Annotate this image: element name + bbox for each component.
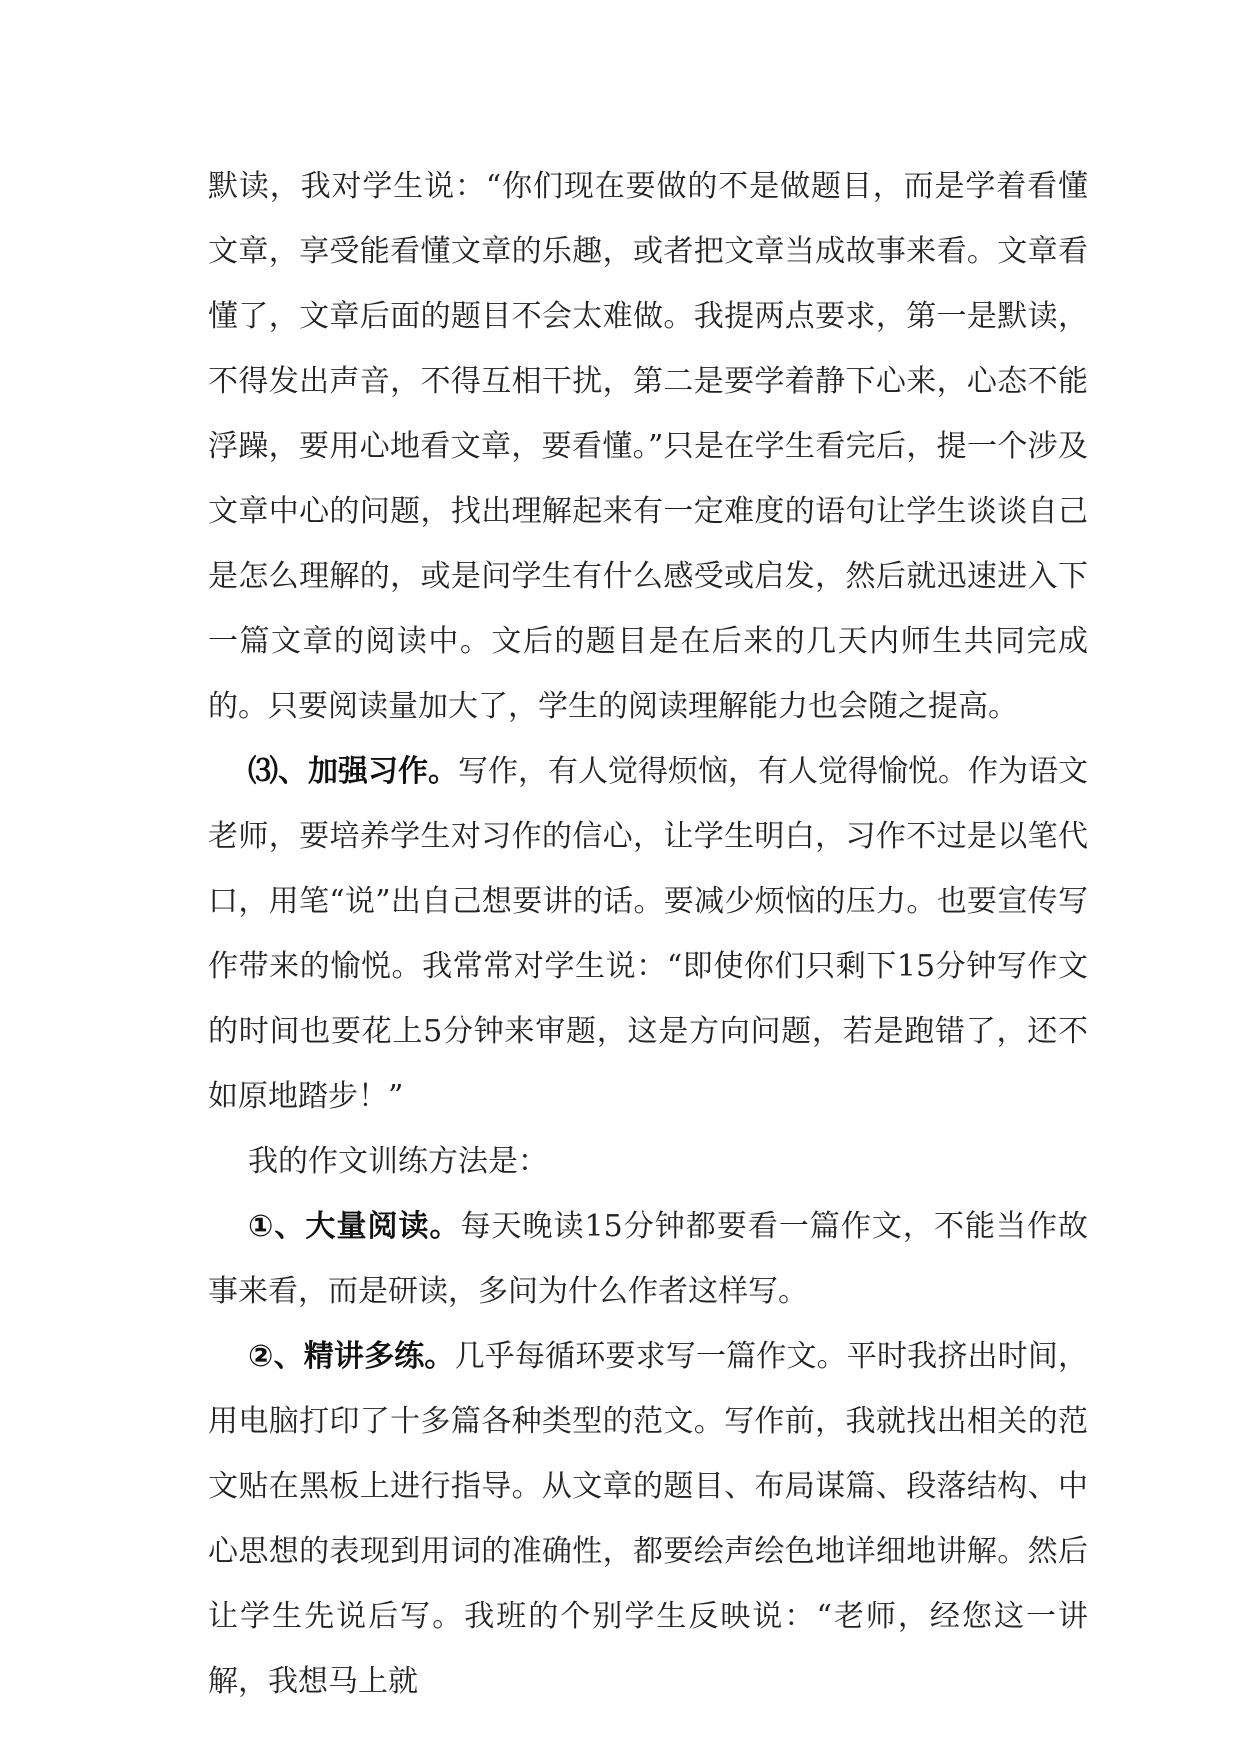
paragraph-practice [208, 1324, 1088, 1714]
paragraph-strengthen-writing [208, 739, 1088, 1129]
paragraph-text: 默读，我对学生说：“你们现在要做的不是做题目，而是学着看懂文章，享受能看懂文章的乐趣，或者把文章当成故事来看。文章看懂了，文章后面的题目不会太难做。我提两点要求，第一是默读，不得发出声音，不得互相干扰，第二是要学着静下心来，心态不能浮躁，要用心地看文章，要看懂。”只是在学生看完后，提一个涉及文章中心的问题，找出理解起来有一定难度的语句让学生谈谈自己是怎么理解的，或是问学生有什么感受或启发，然后就迅速进入下一篇文章的阅读中。文后的题目是在后来的几天内师生共同完成的。只要阅读量加大了，学生的阅读理解能力也会随之提高。 [208, 169, 1088, 724]
paragraph-text: 我的作文训练方法是： [248, 1144, 548, 1179]
paragraph-extensive-reading [208, 1194, 1088, 1324]
paragraph-training-method [208, 1129, 1088, 1194]
section-heading: ⑶、加强习作。 [248, 754, 458, 789]
item-heading: ①、大量阅读。 [248, 1209, 461, 1244]
paragraph-text: 每天晚读15分钟都要看一篇作文，不能当作故事来看，而是研读，多问为什么作者这样写。 [208, 1209, 1088, 1309]
body-text [208, 154, 1088, 1714]
paragraph-text: 几乎每循环要求写一篇作文。平时我挤出时间，用电脑打印了十多篇各种类型的范文。写作前，我就找出相关的范文贴在黑板上进行指导。从文章的题目、布局谋篇、段落结构、中心思想的表现到用词的准确性，都要绘声绘色地详细地讲解。然后让学生先说后写。我班的个别学生反映说：“老师，经您这一讲解，我想马上就 [208, 1339, 1088, 1699]
item-heading: ②、精讲多练。 [248, 1339, 455, 1374]
paragraph-text: 写作，有人觉得烦恼，有人觉得愉悦。作为语文老师，要培养学生对习作的信心，让学生明白，习作不过是以笔代口，用笔“说”出自己想要讲的话。要减少烦恼的压力。也要宣传写作带来的愉悦。我常常对学生说：“即使你们只剩下15分钟写作文的时间也要花上5分钟来审题，这是方向问题，若是跑错了，还不如原地踏步！” [208, 754, 1088, 1114]
paragraph-silent-reading [208, 154, 1088, 739]
